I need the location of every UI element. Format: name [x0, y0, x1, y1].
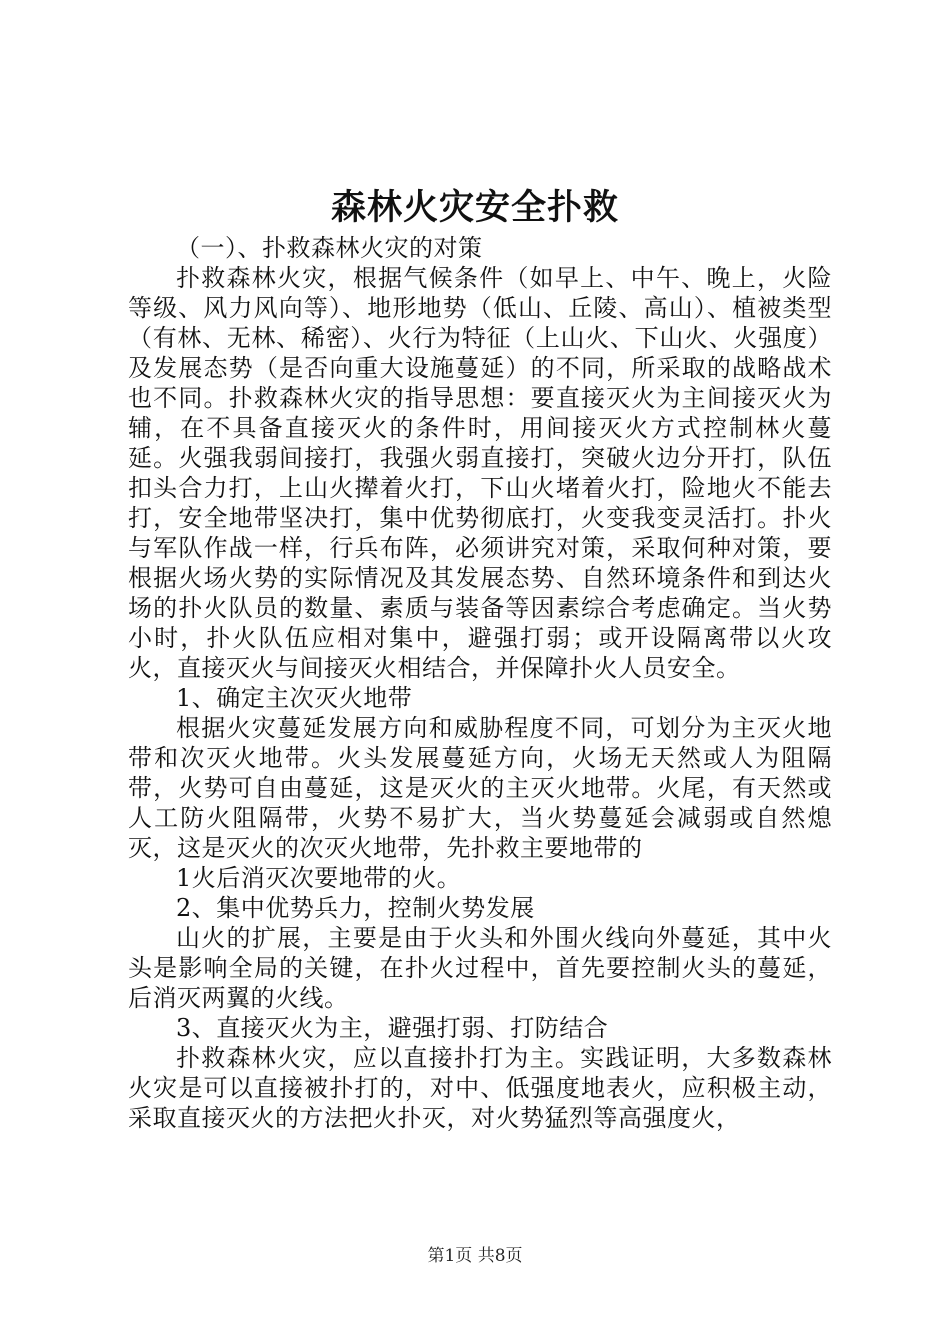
subsection-heading: 1、确定主次灭火地带	[176, 684, 413, 712]
document-body	[128, 233, 832, 1133]
section-heading: （一）、扑救森林火灾的对策	[176, 234, 483, 262]
body-paragraph: 扑救森林火灾，应以直接扑打为主。实践证明，大多数森林火灾是可以直接被扑打的，对中、低强度地表火，应积极主动，采取直接灭火的方法把火扑灭，对火势猛烈等高强度火，	[128, 1044, 832, 1132]
page-footer: 第1页 共8页	[427, 1246, 523, 1266]
body-paragraph: 1火后消灭次要地带的火。	[176, 864, 462, 892]
subsection-heading: 2、集中优势兵力，控制火势发展	[176, 894, 535, 922]
subsection-heading: 3、直接灭火为主，避强打弱、打防结合	[176, 1014, 609, 1042]
document-title: 森林火灾安全扑救	[330, 188, 619, 228]
body-paragraph: 扑救森林火灾，根据气候条件（如早上、中午、晚上，火险等级、风力风向等）、地形地势（低山、丘陵、高山）、植被类型（有林、无林、稀密）、火行为特征（上山火、下山火、火强度）及发展态势（是否向重大设施蔓延）的不同，所采取的战略战术也不同。扑救森林火灾的指导思想：要直接灭火为主间接灭火为辅，在不具备直接灭火的条件时，用间接灭火方式控制林火蔓延。火强我弱间接打，我强火弱直接打，突破火边分开打，队伍扣头合力打，上山火撵着火打，下山火堵着火打，险地火不能去打，安全地带坚决打，集中优势彻底打，火变我变灵活打。扑火与军队作战一样，行兵布阵，必须讲究对策，采取何种对策，要根据火场火势的实际情况及其发展态势、自然环境条件和到达火场的扑火队员的数量、素质与装备等因素综合考虑确定。当火势小时，扑火队伍应相对集中，避强打弱；或开设隔离带以火攻火，直接灭火与间接灭火相结合，并保障扑火人员安全。	[128, 264, 832, 682]
body-paragraph: 根据火灾蔓延发展方向和威胁程度不同，可划分为主灭火地带和次灭火地带。火头发展蔓延方向，火场无天然或人为阻隔带，火势可自由蔓延，这是灭火的主灭火地带。火尾，有天然或人工防火阻隔带，火势不易扩大，当火势蔓延会减弱或自然熄灭，这是灭火的次灭火地带，先扑救主要地带的	[128, 714, 832, 862]
body-paragraph: 山火的扩展，主要是由于火头和外围火线向外蔓延，其中火头是影响全局的关键，在扑火过程中，首先要控制火头的蔓延，后消灭两翼的火线。	[128, 924, 832, 1012]
